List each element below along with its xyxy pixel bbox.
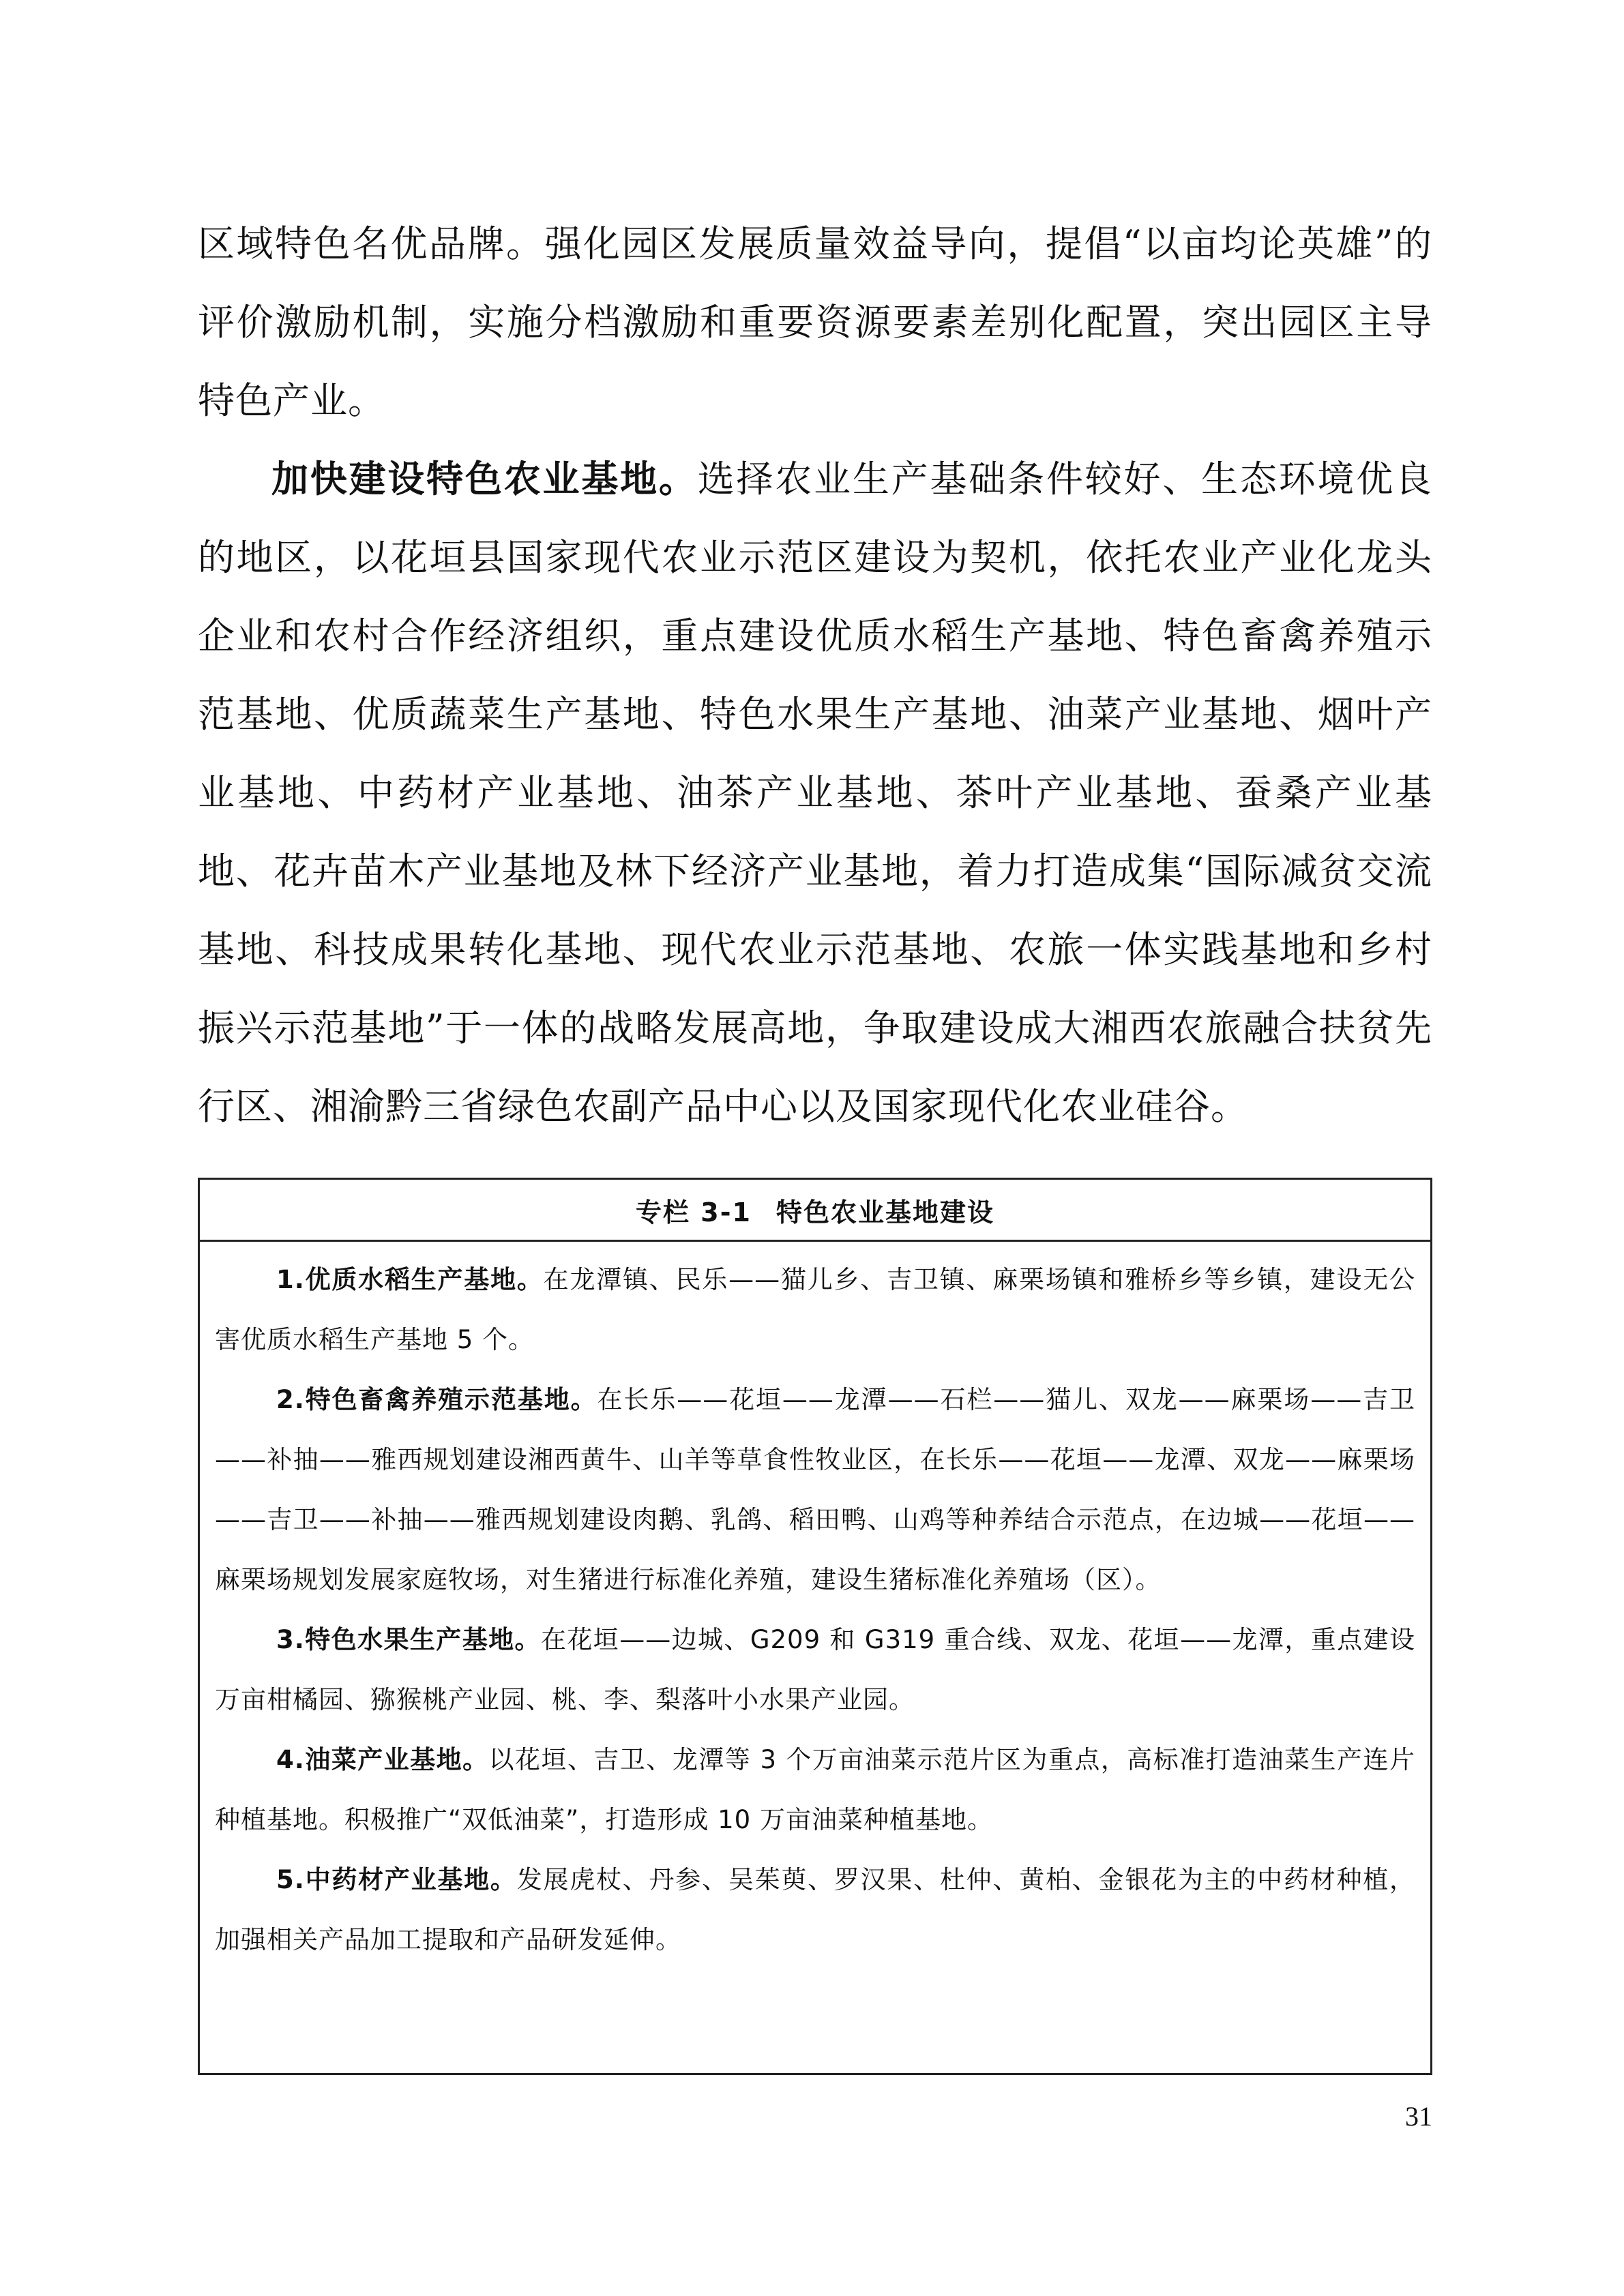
box-title-label: 专栏 3-1 bbox=[636, 1197, 752, 1227]
box-item bbox=[215, 1370, 1415, 1610]
box-item-heading: 5.中药材产业基地。 bbox=[276, 1865, 517, 1894]
box-item-heading: 4.油菜产业基地。 bbox=[276, 1745, 489, 1774]
box-item-text: 在花垣——边城、G209 和 G319 重合线、双龙、花垣——龙潭，重点建设万亩柑橘园、猕猴桃产业园、桃、李、梨落叶小水果产业园。 bbox=[215, 1625, 1415, 1714]
page-number: 31 bbox=[1405, 2101, 1432, 2132]
box-item bbox=[215, 1250, 1415, 1370]
box-item bbox=[215, 1850, 1415, 1970]
box-item-text: 在长乐——花垣——龙潭——石栏——猫儿、双龙——麻栗场——吉卫——补抽——雅西规划建设湘西黄牛、山羊等草食性牧业区，在长乐——花垣——龙潭、双龙——麻栗场——吉卫——补抽——雅西规划建设肉鹅、乳鸽、稻田鸭、山鸡等种养结合示范点，在边城——花垣——麻栗场规划发展家庭牧场，对生猪进行标准化养殖，建设生猪标准化养殖场（区）。 bbox=[215, 1385, 1415, 1594]
box-item-text: 发展虎杖、丹参、吴茱萸、罗汉果、杜仲、黄柏、金银花为主的中药材种植，加强相关产品加工提取和产品研发延伸。 bbox=[215, 1865, 1415, 1954]
paragraph-continued: 区域特色名优品牌。强化园区发展质量效益导向，提倡“以亩均论英雄”的评价激励机制，实施分档激励和重要资源要素差别化配置，突出园区主导特色产业。 bbox=[198, 222, 1432, 422]
box-body bbox=[200, 1242, 1430, 1970]
box-item-text: 以花垣、吉卫、龙潭等 3 个万亩油菜示范片区为重点，高标准打造油菜生产连片种植基地。积极推广“双低油菜”，打造形成 10 万亩油菜种植基地。 bbox=[215, 1745, 1415, 1834]
box-item-heading: 3.特色水果生产基地。 bbox=[276, 1625, 541, 1654]
box-item-text: 在龙潭镇、民乐——猫儿乡、吉卫镇、麻栗场镇和雅桥乡等乡镇，建设无公害优质水稻生产基地 5 个。 bbox=[215, 1265, 1415, 1354]
box-item-heading: 2.特色畜禽养殖示范基地。 bbox=[276, 1385, 597, 1414]
paragraph-agri-bases bbox=[198, 440, 1432, 1146]
box-item bbox=[215, 1730, 1415, 1850]
box-title bbox=[200, 1180, 1430, 1242]
box-item-heading: 1.优质水稻生产基地。 bbox=[276, 1265, 544, 1294]
box-item bbox=[215, 1610, 1415, 1730]
sidebar-box-3-1 bbox=[198, 1178, 1432, 2075]
paragraph-body: 选择农业生产基础条件较好、生态环境优良的地区，以花垣县国家现代农业示范区建设为契机，依托农业产业化龙头企业和农村合作经济组织，重点建设优质水稻生产基地、特色畜禽养殖示范基地、优质蔬菜生产基地、特色水果生产基地、油菜产业基地、烟叶产业基地、中药材产业基地、油茶产业基地、茶叶产业基地、蚕桑产业基地、花卉苗木产业基地及林下经济产业基地，着力打造成集“国际减贫交流基地、科技成果转化基地、现代农业示范基地、农旅一体实践基地和乡村振兴示范基地”于一体的战略发展高地，争取建设成大湘西农旅融合扶贫先行区、湘渝黔三省绿色农副产品中心以及国家现代化农业硅谷。 bbox=[198, 458, 1433, 1128]
box-title-text: 特色农业基地建设 bbox=[776, 1197, 994, 1227]
paragraph-heading: 加快建设特色农业基地。 bbox=[271, 457, 698, 501]
